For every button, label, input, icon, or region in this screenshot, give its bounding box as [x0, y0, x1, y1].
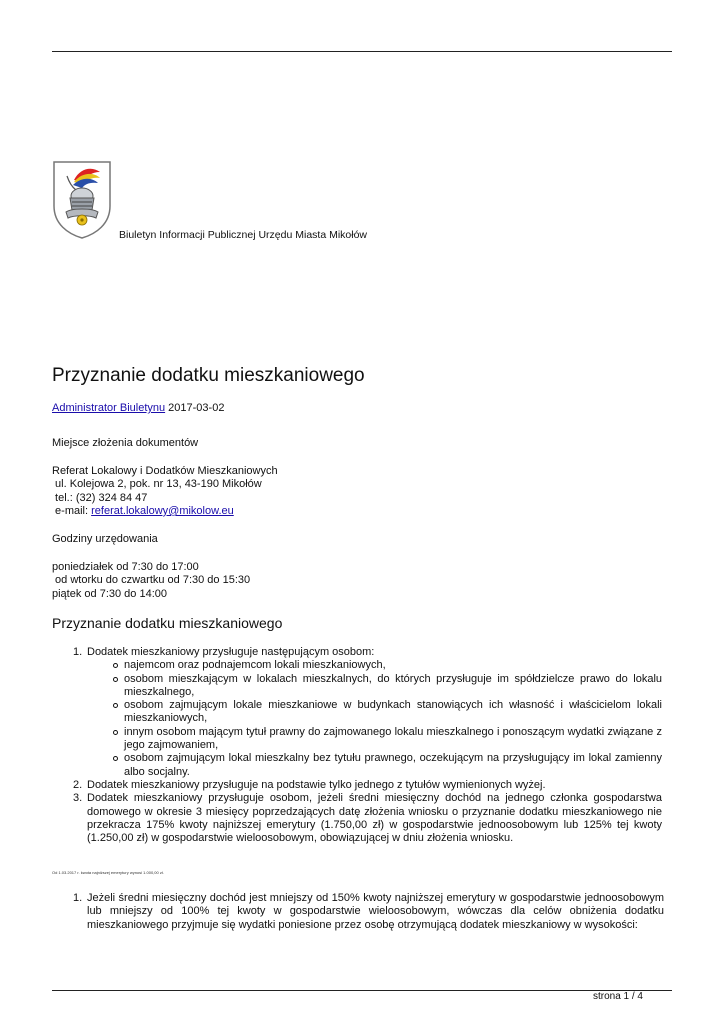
hours-list: [52, 561, 250, 601]
list-item-text: Dodatek mieszkaniowy przysługuje na podstawie tylko jednego z tytułów wymienionych wyżej.: [87, 778, 546, 791]
sub-list-item-text: najemcom oraz podnajemcom lokali mieszkaniowych,: [124, 659, 386, 672]
circle-bullet-icon: [113, 703, 118, 708]
list-item: [73, 792, 662, 845]
sub-list-item: [124, 726, 662, 753]
office-address: ul. Kolejowa 2, pok. nr 13, 43-190 Mikołów: [52, 478, 262, 491]
circle-bullet-icon: [113, 677, 118, 682]
section-heading: Przyznanie dodatku mieszkaniowego: [52, 615, 283, 631]
sub-list: [124, 659, 662, 779]
page-title: Przyznanie dodatku mieszkaniowego: [52, 365, 365, 386]
sub-list-item-text: innym osobom mającym tytuł prawny do zajmowanego lokalu mieszkalnego i ponoszącym wydatki związane z jego zajmowaniem,: [124, 725, 662, 752]
sub-list-item-text: osobom zajmującym lokal mieszkalny bez tytułu prawnego, oczekującym na przysługujący im lokal zamienny albo socjalny.: [124, 752, 662, 778]
list-item: [73, 646, 662, 659]
bip-caption: Biuletyn Informacji Publicznej Urzędu Miasta Mikołów: [119, 229, 368, 241]
reduction-list: [73, 892, 664, 932]
sub-list-item: [124, 659, 662, 672]
list-item: [73, 892, 664, 932]
office-name: Referat Lokalowy i Dodatków Mieszkaniowych: [52, 465, 278, 477]
hours-line: od wtorku do czwartku od 7:30 do 15:30: [52, 574, 251, 587]
page-number: strona 1 / 4: [592, 991, 643, 1002]
list-item: [73, 778, 662, 792]
office-contact: [52, 465, 278, 518]
article-date: 2017-03-02: [168, 402, 225, 414]
email-link[interactable]: referat.lokalowy@mikolow.eu: [91, 504, 234, 517]
coat-of-arms-icon: [52, 160, 112, 240]
top-rule: [52, 51, 672, 52]
sub-list-item-text: osobom mieszkającym w lokalach mieszkalnych, do których przysługuje im spółdzielcze prawo do lokalu mieszkalnego,: [124, 672, 662, 698]
list-item-number: 1.: [73, 892, 83, 904]
email-label: e-mail:: [52, 504, 92, 517]
office-phone: tel.: (32) 324 84 47: [52, 491, 148, 504]
office-heading-text: Miejsce złożenia dokumentów: [52, 437, 199, 449]
article-meta: [52, 402, 224, 414]
hours-line: piątek od 7:30 do 14:00: [52, 587, 167, 600]
eligibility-list: [73, 646, 662, 845]
bottom-rule: [52, 990, 672, 991]
list-item-text: Dodatek mieszkaniowy przysługuje następującym osobom:: [87, 646, 375, 658]
list-item-text: Dodatek mieszkaniowy przysługuje osobom, jeżeli średni miesięczny dochód na jednego członka gospodarstwa domowego w okresie 3 miesięcy poprzedzających datę złożenia wniosku o przyznanie dodatku mieszkaniowego nie przekracza 175% kwoty najniższej emerytury (1.750,00 zł) w gospodarstwie jednoosobowym lub 125% tej kwoty (1.250,00 zł) w gospodarstwie wieloosobowym, obowiązującej w dniu złożenia wniosku.: [87, 792, 662, 845]
hours-line: poniedziałek od 7:30 do 17:00: [52, 561, 199, 573]
author-link[interactable]: Administrator Biuletynu: [52, 402, 166, 414]
sub-list-item: [124, 752, 662, 779]
list-item-number: 1.: [73, 646, 83, 658]
circle-bullet-icon: [113, 730, 118, 735]
sub-list-item: [124, 673, 662, 700]
list-item-text: Jeżeli średni miesięczny dochód jest mniejszy od 150% kwoty najniższej emerytury w gospodarstwie jednoosobowym lub mniejszy od 100% tej kwoty w gospodarstwie wieloosobowym, wówczas dla celów obniżenia dodatku mieszkaniowego przyjmuje się wydatki poniesione przez osobę otrzymującą dodatek mieszkaniowy w wysokości:: [87, 892, 664, 931]
sub-list-item-text: osobom zajmującym lokale mieszkaniowe w budynkach stanowiących ich własność i właścicielom lokali mieszkaniowych,: [124, 699, 662, 725]
hours-heading-text: Godziny urzędowania: [52, 533, 158, 545]
office-email-line: [52, 505, 278, 518]
hours-heading: [52, 533, 158, 546]
office-heading: [52, 437, 198, 450]
list-item-number: 3.: [73, 792, 83, 805]
circle-bullet-icon: [113, 663, 118, 668]
sub-list-item: [124, 699, 662, 726]
circle-bullet-icon: [113, 756, 118, 761]
footnote: Od 1.03.2017 r. kwota najniższej emerytury wynosi 1.000,00 zł.: [52, 870, 164, 875]
list-item-number: 2.: [73, 778, 83, 791]
